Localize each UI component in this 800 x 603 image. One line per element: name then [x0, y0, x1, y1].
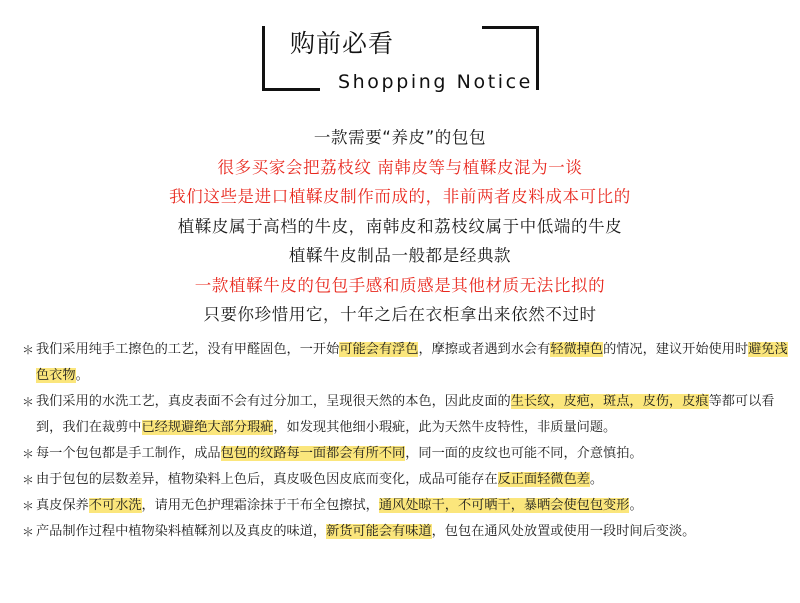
notice-item: [22, 337, 792, 389]
notice-segment: ，请用无色护理霜涂抹于干布全包擦拭，: [141, 498, 379, 513]
frame-left-horizontal: [262, 88, 320, 91]
notice-text: [36, 337, 792, 389]
notice-list: [22, 337, 792, 545]
notice-text: [36, 493, 792, 519]
highlighted-text: 新货可能会有味道: [326, 524, 432, 539]
bullet-icon: ＊: [22, 473, 35, 487]
highlighted-text: 生长纹，皮疤，斑点，皮伤，皮痕: [510, 394, 709, 409]
frame-right-horizontal: [482, 26, 539, 29]
bullet-icon: ＊: [22, 525, 35, 539]
notice-segment: 由于包包的层数差异，植物染料上色后，真皮吸色因皮底而变化，成品可能存在: [36, 472, 498, 487]
bullet-icon: ＊: [22, 395, 35, 409]
intro-line: 很多买家会把荔枝纹 南韩皮等与植鞣皮混为一谈: [217, 157, 583, 177]
notice-item: [22, 519, 792, 545]
notice-item: [22, 493, 792, 519]
highlighted-text: 可能会有浮色: [339, 342, 419, 357]
bullet-icon: ＊: [22, 499, 35, 513]
intro-block: [0, 123, 800, 330]
bullet-icon: ＊: [22, 343, 35, 357]
notice-segment: 。: [629, 498, 643, 513]
notice-segment: 我们采用的水洗工艺，真皮表面不会有过分加工，呈现很天然的本色，因此皮面的: [36, 394, 511, 409]
header: [0, 0, 800, 110]
frame-left-vertical: [262, 26, 265, 90]
highlighted-text: 通风处晾干，不可晒干，暴晒会使包包变形: [378, 498, 630, 513]
notice-segment: ，摩擦或者遇到水会有: [418, 342, 551, 357]
notice-segment: 我们采用纯手工擦色的工艺，没有甲醛固色，一开始: [36, 342, 340, 357]
notice-text: [36, 389, 792, 441]
notice-segment: 真皮保养: [36, 498, 89, 513]
notice-text: [36, 519, 792, 545]
notice-item: [22, 467, 792, 493]
highlighted-text: 不可水洗: [88, 498, 142, 513]
intro-line: 我们这些是进口植鞣皮制作而成的，非前两者皮料成本可比的: [169, 187, 631, 206]
intro-line: 植鞣牛皮制品一般都是经典款: [288, 246, 512, 265]
highlighted-text: 轻微掉色: [550, 342, 604, 357]
notice-segment: 产品制作过程中植物染料植鞣剂以及真皮的味道，: [36, 524, 327, 539]
notice-segment: ，包包在通风处放置或使用一段时间后变淡。: [431, 524, 696, 539]
notice-segment: ，如发现其他细小瑕疵，此为天然牛皮特性，非质量问题。: [273, 420, 617, 435]
page-title: 购前必看: [290, 29, 395, 58]
frame-right-vertical: [536, 26, 539, 90]
notice-segment: 。: [589, 472, 604, 487]
highlighted-text: 避免浅色衣物: [36, 342, 788, 383]
notice-text: [36, 441, 792, 467]
notice-text: [36, 467, 792, 493]
page-subtitle: Shopping Notice: [338, 71, 533, 93]
notice-item: [22, 389, 792, 441]
notice-segment: 每一个包包都是手工制作，成品: [36, 446, 221, 461]
notice-segment: 。: [75, 368, 89, 383]
highlighted-text: 反正面轻微色差: [497, 472, 590, 487]
intro-line: 只要你珍惜用它，十年之后在衣柜拿出来依然不过时: [203, 305, 597, 324]
notice-segment: 的情况，建议开始使用时: [603, 342, 749, 357]
bullet-icon: ＊: [22, 447, 35, 461]
intro-line: 植鞣皮属于高档的牛皮，南韩皮和荔枝纹属于中低端的牛皮: [177, 216, 623, 236]
intro-line: 一款植鞣牛皮的包包手感和质感是其他材质无法比拟的: [194, 275, 606, 295]
notice-segment: ，同一面的皮纹也可能不同，介意慎拍。: [405, 446, 643, 461]
highlighted-text: 已经规避绝大部分瑕疵: [141, 420, 274, 435]
notice-segment: 等都可以看到，我们在裁剪中: [36, 394, 775, 435]
intro-line: 一款需要“养皮”的包包: [313, 128, 487, 147]
notice-item: [22, 441, 792, 467]
highlighted-text: 包包的纹路每一面都会有所不同: [220, 446, 406, 461]
